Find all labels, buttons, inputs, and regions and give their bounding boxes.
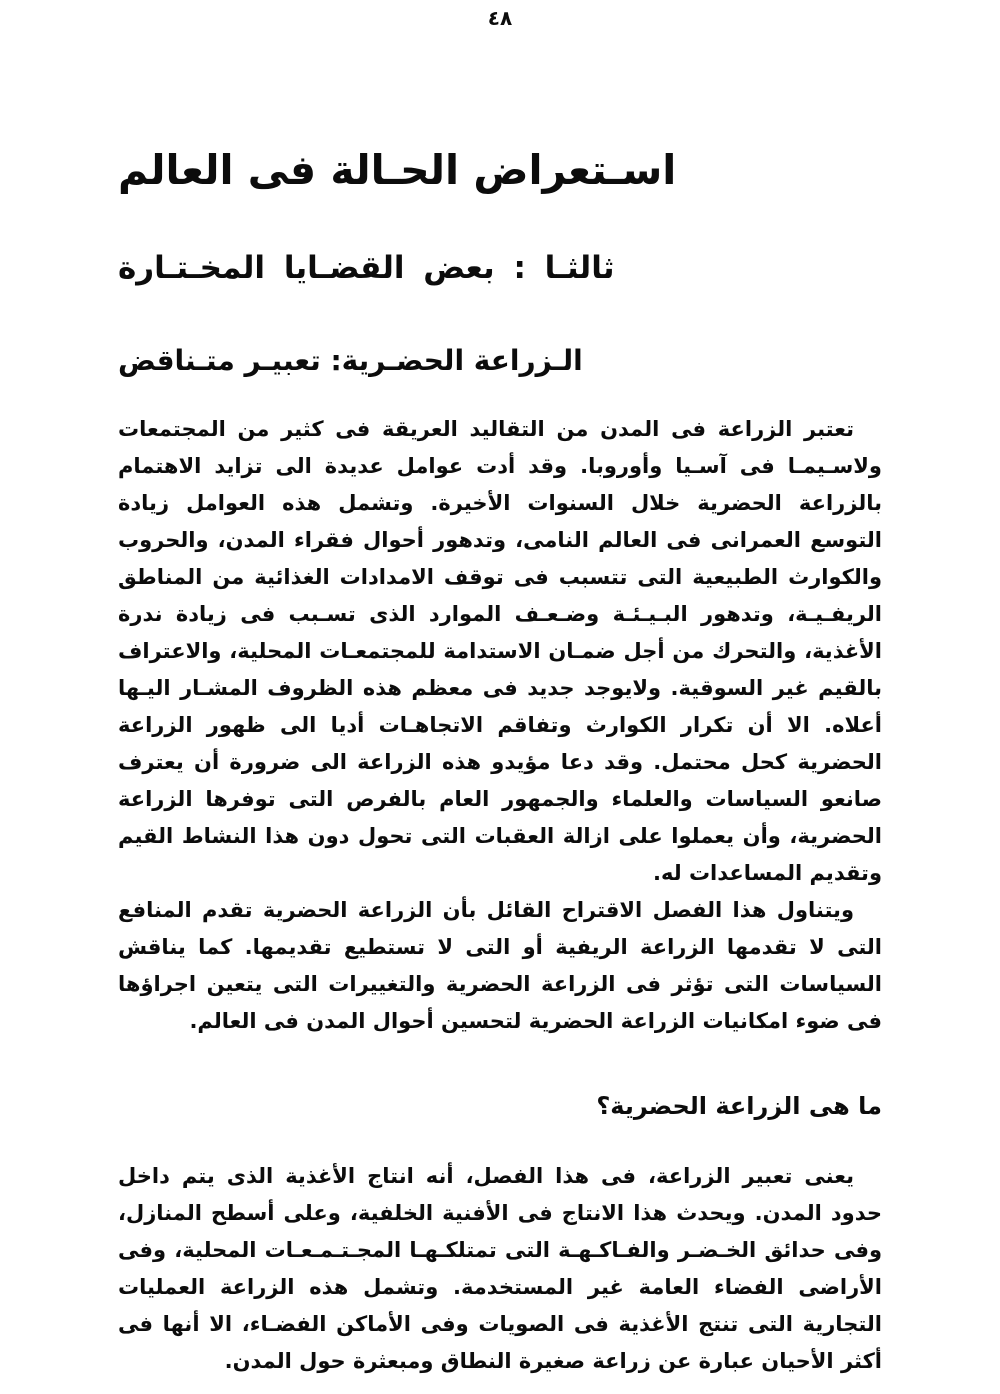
page-number: ٤٨ — [487, 6, 513, 30]
paragraph: تعتبر الزراعة فى المدن من التقاليد العريقة فى كثير من المجتمعات ولاسـيمـا فى آسـيا وأوروبا. وقد أدت عوامل عديدة الى تزايد الاهتمام بالزراعة الحضرية خلال السنوات الأخيرة. وتشمل هذه العوامل زيادة التوسع العمرانى فى العالم النامى، وتدهور أحوال فقراء المدن، والحروب والكوارث الطبيعية التى تتسبب فى توقف الامدادات الغذائية من المناطق الريفـيـة، وتدهور البـيـئـة وضـعـف الموارد الذى تسـبب فى زيادة ندرة الأغذية، والتحرك من أجل ضمـان الاستدامة للمجتمعـات المحلية، والاعتراف بالقيم غير السوقية. ولايوجد جديد فى معظم هذه الظروف المشـار اليـها أعلاه. الا أن تكرار الكوارث وتفاقم الاتجاهـات أديا الى ظهور الزراعة الحضرية كحل محتمل. وقد دعا مؤيدو هذه الزراعة الى ضرورة أن يعترف صانعو السياسات والعلماء والجمهور العام بالفرص التى توفرها الزراعة الحضرية، وأن يعملوا على ازالة العقبات التى تحول دون هذا النشاط القيم وتقديم المساعدات له. — [118, 417, 882, 886]
document-title-row — [118, 148, 882, 193]
paragraph: يعنى تعبير الزراعة، فى هذا الفصل، أنه انتاج الأغذية الذى يتم داخل حدود المدن. ويحدث هذا الانتاج فى الأفنية الخلفية، وعلى أسطح المنازل، وفى حدائق الخـضـر والفـاكـهـة التى تمتلكـهـا المجـتـمـعـات المحلية، وفى الأراضى الفضاء العامة غير المستخدمة. وتشمل هذه الزراعة العمليات التجارية التى تنتج الأغذية فى الصويات وفى الأماكن الفضـاء، الا أنها فى أكثر الأحيان عبارة عن زراعة صغيرة النطاق ومبعثرة حول المدن. — [118, 1164, 882, 1374]
paragraph: ويتناول هذا الفصل الاقتراح القائل بأن الزراعة الحضرية تقدم المنافع التى لا تقدمها الزراعة الريفية أو التى لا تستطيع تقديمها. كما يناقش السياسات التى تؤثر فى الزراعة الحضرية والتغييرات التى يتعين اجراؤها فى ضوء امكانيات الزراعة الحضرية لتحسين أحوال المدن فى العالم. — [118, 898, 882, 1034]
document-title: اسـتعراض الحـالة فى العالم — [118, 146, 677, 194]
section-heading-what-is-urban-agriculture: ما هى الزراعة الحضرية؟ — [596, 1092, 882, 1121]
section-heading-urban-agriculture: الـزراعة الحضـرية: تعبيـر متـناقض — [118, 344, 583, 378]
document-subtitle: ثالثـا : بعض القضـايا المخـتـارة — [118, 250, 615, 287]
